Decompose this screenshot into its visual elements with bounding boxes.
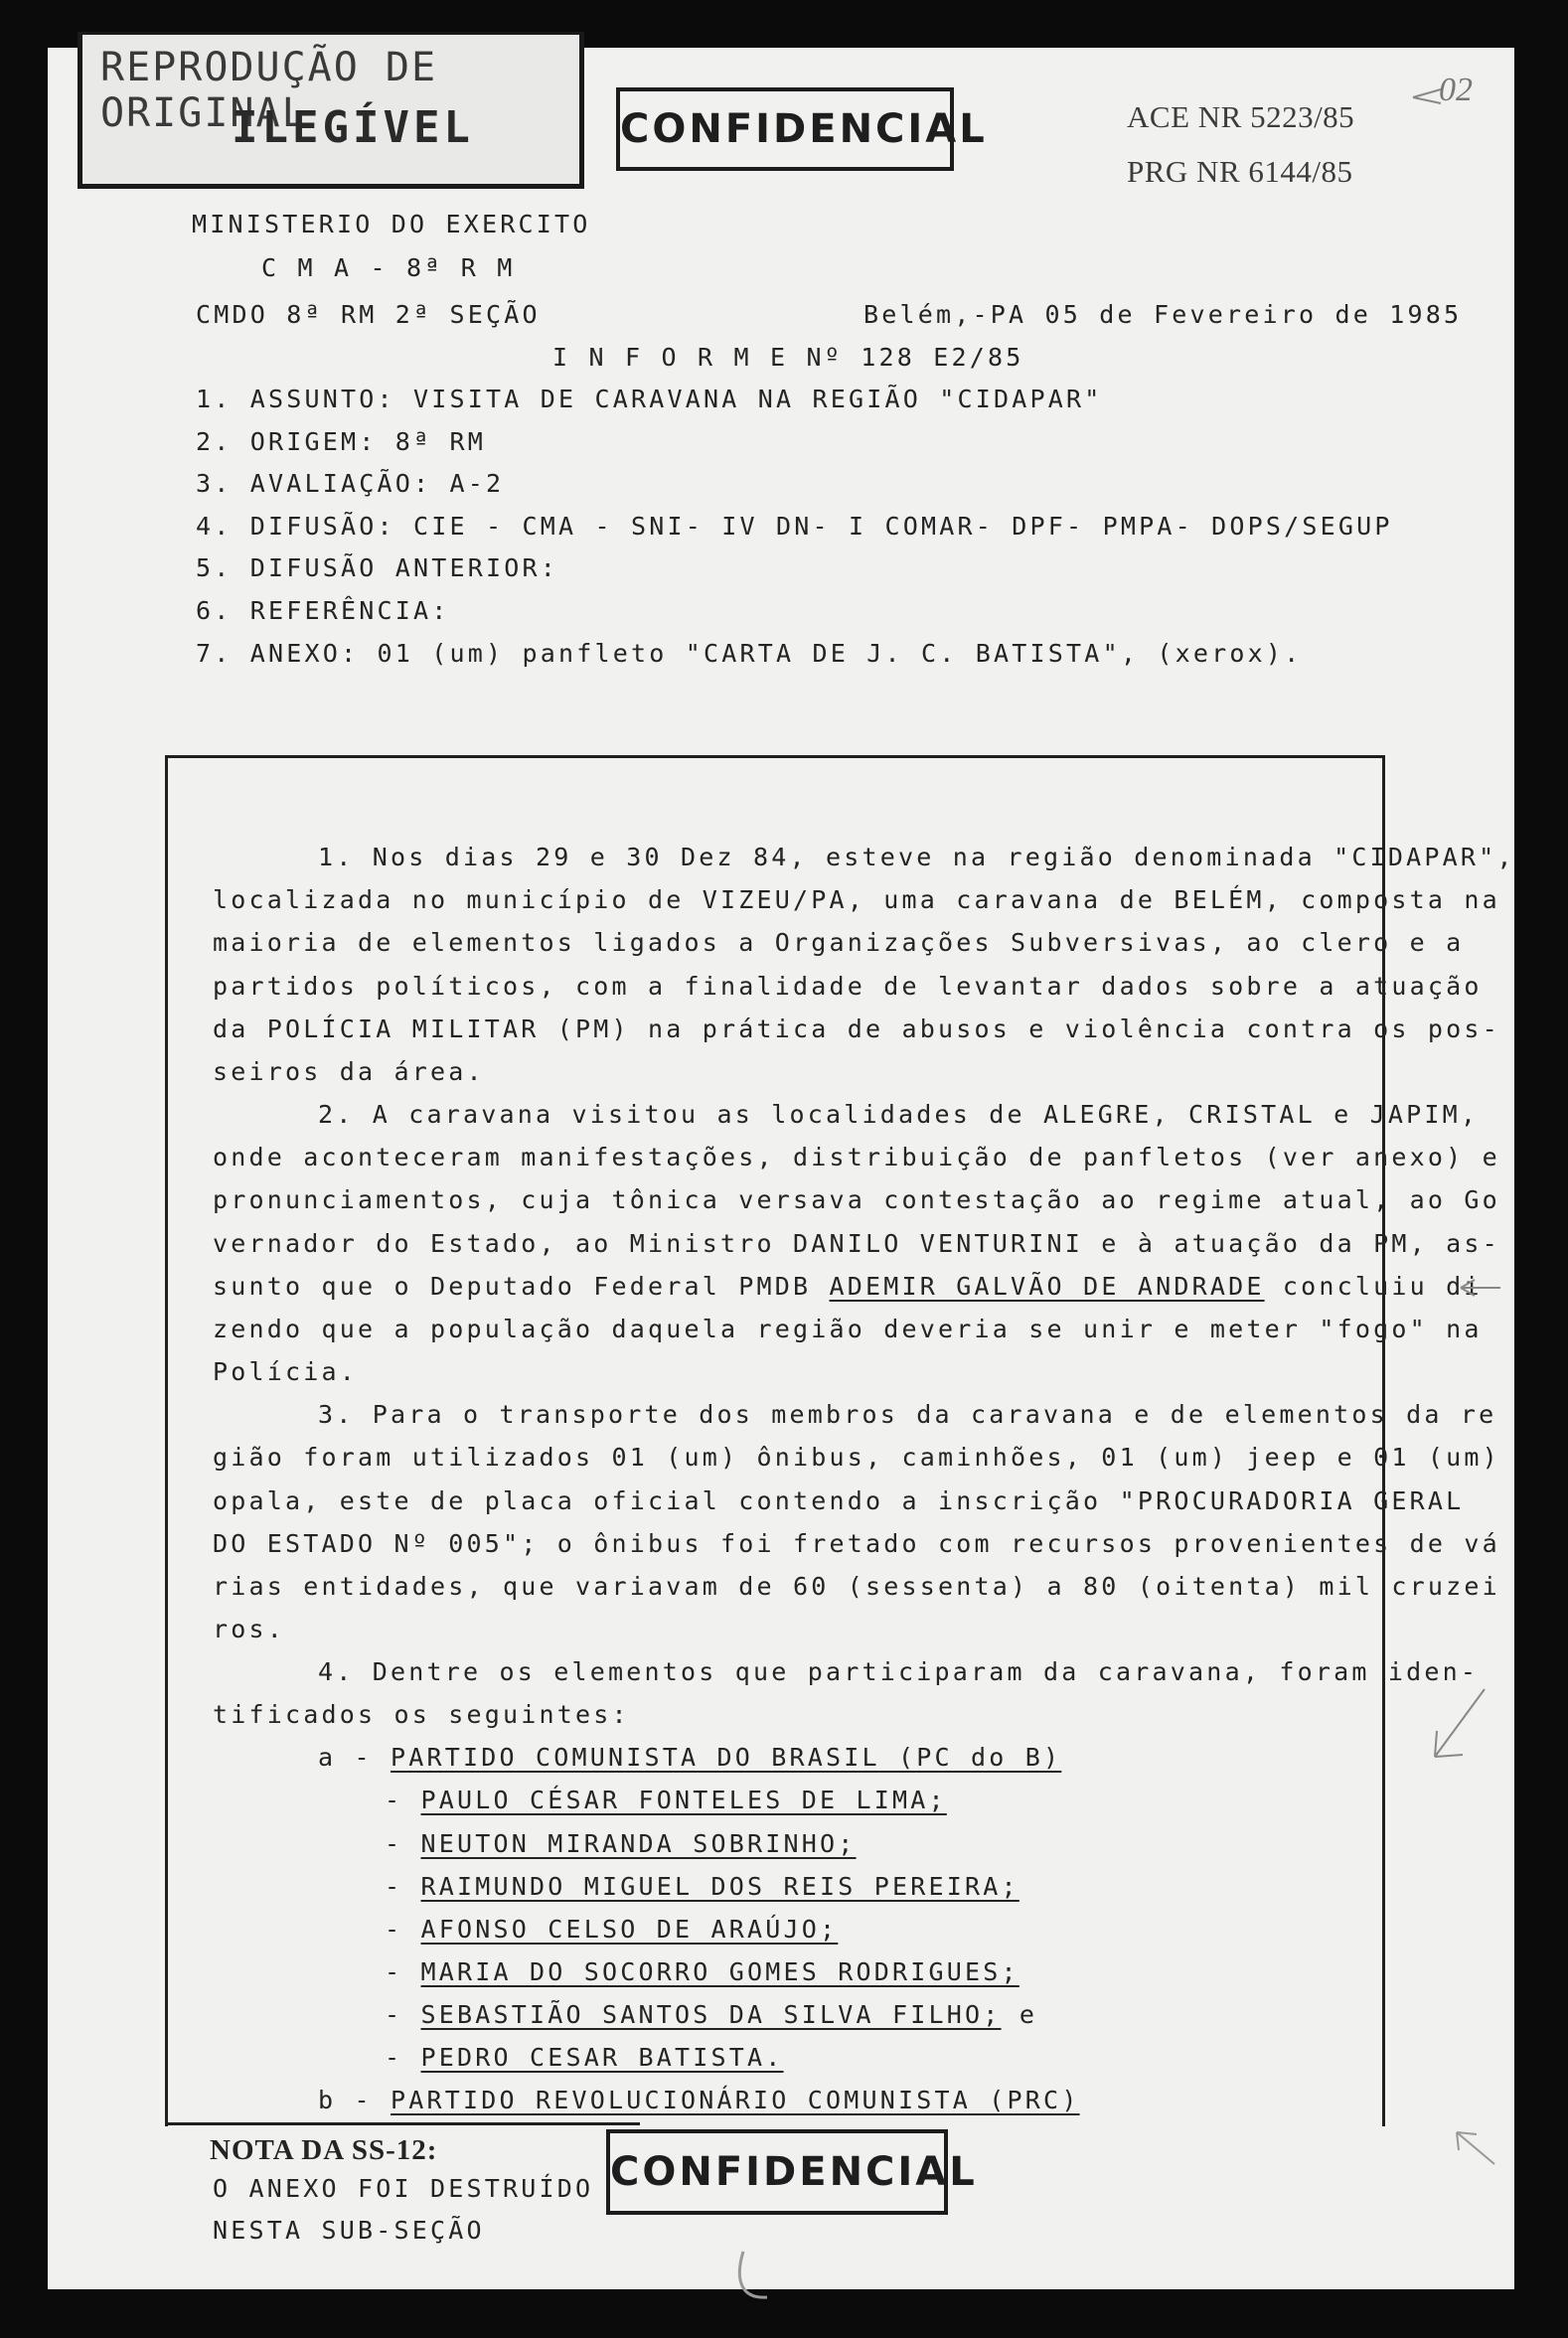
list-dash: - — [385, 2043, 421, 2072]
member-name: SEBASTIÃO SANTOS DA SILVA FILHO; — [420, 2000, 1002, 2029]
list-item — [385, 1872, 1019, 1901]
place-date: Belém,-PA 05 de Fevereiro de 1985 — [863, 300, 1463, 329]
field-difusao: 4. DIFUSÃO: CIE - CMA - SNI- IV DN- I COMAR- DPF- PMPA- DOPS/SEGUP — [196, 512, 1393, 541]
paragraph-3-line-6: ros. — [213, 1615, 286, 1643]
list-dash: - — [385, 1786, 421, 1814]
field-assunto: 1. ASSUNTO: VISITA DE CARAVANA NA REGIÃO "CIDAPAR" — [196, 385, 1103, 413]
group-a-heading — [318, 1743, 1061, 1772]
ace-number: ACE NR 5223/85 — [1127, 99, 1355, 134]
list-dash: - — [385, 1957, 421, 1986]
stamp-line-1: REPRODUÇÃO DE ORIGINAL — [100, 45, 438, 136]
member-name: PEDRO CESAR BATISTA. — [420, 2043, 784, 2072]
arrow-mark-icon — [1411, 85, 1445, 105]
paragraph-2-line-2: onde aconteceram manifestações, distribuição de panfletos (ver anexo) e — [213, 1143, 1500, 1171]
paragraph-1-line-5: da POLÍCIA MILITAR (PM) na prática de abusos e violência contra os pos- — [213, 1014, 1500, 1043]
field-avaliacao: 3. AVALIAÇÃO: A-2 — [196, 469, 505, 498]
prg-number: PRG NR 6144/85 — [1127, 154, 1353, 189]
paragraph-1-line-2: localizada no município de VIZEU/PA, uma caravana de BELÉM, composta na — [213, 885, 1500, 914]
paragraph-1-line-4: partidos políticos, com a finalidade de levantar dados sobre a atuação — [213, 972, 1483, 1001]
note-line-1: O ANEXO FOI DESTRUÍDO — [213, 2174, 594, 2203]
list-dash: - — [385, 1829, 421, 1858]
margin-arrow-icon — [1429, 1685, 1489, 1765]
stamp-line-2: ILEGÍVEL — [232, 102, 474, 153]
group-a-party: PARTIDO COMUNISTA DO BRASIL (PC do B) — [391, 1743, 1062, 1772]
paragraph-2-line-5-post: concluiu di- — [1264, 1272, 1500, 1301]
paragraph-1-line-3: maioria de elementos ligados a Organizações Subversivas, ao clero e a — [213, 928, 1465, 957]
document-title: I N F O R M E Nº 128 E2/85 — [552, 343, 1024, 372]
margin-arrow-icon — [1453, 2128, 1498, 2168]
list-item — [385, 2000, 1037, 2029]
member-name: NEUTON MIRANDA SOBRINHO; — [420, 1829, 857, 1858]
paragraph-4-line-2: tificados os seguintes: — [213, 1700, 630, 1729]
group-a-label: a - — [318, 1743, 392, 1772]
group-b-heading — [318, 2086, 1080, 2114]
note-line-2: NESTA SUB-SEÇÃO — [213, 2216, 485, 2245]
paragraph-2-line-7: Polícia. — [213, 1357, 359, 1386]
field-anexo: 7. ANEXO: 01 (um) panfleto "CARTA DE J. C. BATISTA", (xerox). — [196, 639, 1303, 668]
paragraph-2-line-4: vernador do Estado, ao Ministro DANILO VENTURINI e à atuação da PM, as- — [213, 1229, 1500, 1258]
org-line-2: C M A - 8ª R M — [261, 253, 516, 282]
list-dash: - — [385, 2000, 421, 2029]
field-origem: 2. ORIGEM: 8ª RM — [196, 427, 487, 456]
member-name: MARIA DO SOCORRO GOMES RODRIGUES; — [420, 1957, 1019, 1986]
classification-stamp-top: CONFIDENCIAL — [616, 87, 954, 171]
body-frame-bottom-rule — [165, 2122, 640, 2125]
list-item — [385, 1786, 947, 1814]
paragraph-4-line-1: 4. Dentre os elementos que participaram da caravana, foram iden- — [318, 1657, 1480, 1686]
paragraph-1-line-1: 1. Nos dias 29 e 30 Dez 84, esteve na região denominada "CIDAPAR", — [318, 843, 1515, 871]
list-dash: - — [385, 1915, 421, 1944]
paragraph-3-line-2: gião foram utilizados 01 (um) ônibus, caminhões, 01 (um) jeep e 01 (um) — [213, 1443, 1500, 1472]
list-dash: - — [385, 1872, 421, 1901]
group-b-party: PARTIDO REVOLUCIONÁRIO COMUNISTA (PRC) — [391, 2086, 1080, 2114]
list-item — [385, 2043, 784, 2072]
paragraph-3-line-5: rias entidades, que variavam de 60 (sessenta) a 80 (oitenta) mil cruzei — [213, 1572, 1500, 1601]
list-conjunction: e — [1001, 2000, 1038, 2029]
paragraph-2-line-6: zendo que a população daquela região deveria se unir e meter "fogo" na — [213, 1315, 1483, 1343]
paragraph-2-line-5-pre: sunto que o Deputado Federal PMDB — [213, 1272, 830, 1301]
org-line-3: CMDO 8ª RM 2ª SEÇÃO — [196, 300, 541, 329]
margin-arrow-icon — [1457, 1278, 1502, 1298]
paragraph-1-line-6: seiros da área. — [213, 1057, 485, 1086]
list-item — [385, 1829, 857, 1858]
member-name: PAULO CÉSAR FONTELES DE LIMA; — [420, 1786, 947, 1814]
org-line-1: MINISTERIO DO EXERCITO — [192, 210, 591, 238]
list-item — [385, 1957, 1019, 1986]
member-name: RAIMUNDO MIGUEL DOS REIS PEREIRA; — [420, 1872, 1019, 1901]
paragraph-3-line-1: 3. Para o transporte dos membros da caravana e de elementos da re — [318, 1400, 1497, 1429]
paragraph-3-line-3: opala, este de placa oficial contendo a inscrição "PROCURADORIA GERAL — [213, 1486, 1465, 1515]
binding-hook-icon — [733, 2248, 773, 2307]
list-item — [385, 1915, 838, 1944]
paragraph-2-line-1: 2. A caravana visitou as localidades de ALEGRE, CRISTAL e JAPIM, — [318, 1100, 1480, 1129]
classification-stamp-bottom: CONFIDENCIAL — [606, 2129, 948, 2215]
illegible-original-stamp — [78, 32, 584, 189]
paragraph-2-line-5 — [213, 1272, 1500, 1301]
field-referencia: 6. REFERÊNCIA: — [196, 596, 450, 625]
member-name: AFONSO CELSO DE ARAÚJO; — [420, 1915, 839, 1944]
paragraph-3-line-4: DO ESTADO Nº 005"; o ônibus foi fretado com recursos provenientes de vá — [213, 1529, 1500, 1558]
field-difusao-anterior: 5. DIFUSÃO ANTERIOR: — [196, 553, 559, 582]
paragraph-2-line-3: pronunciamentos, cuja tônica versava contestação ao regime atual, ao Go — [213, 1185, 1500, 1214]
note-title: NOTA DA SS-12: — [210, 2134, 438, 2166]
group-b-label: b - — [318, 2086, 392, 2114]
handwritten-page-mark: 02 — [1439, 72, 1473, 108]
deputy-name: ADEMIR GALVÃO DE ANDRADE — [829, 1272, 1265, 1301]
